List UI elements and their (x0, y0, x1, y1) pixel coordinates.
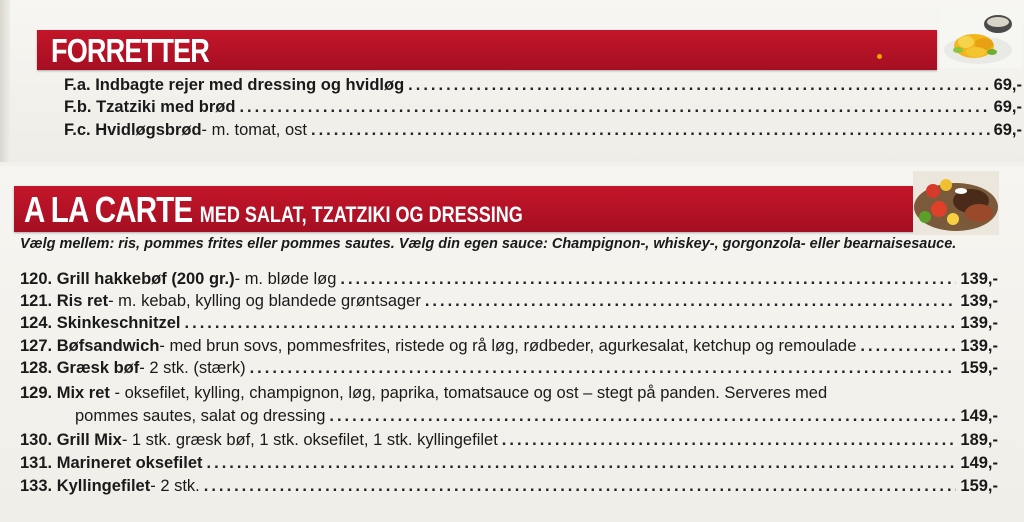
item-name: Marineret oksefilet (56, 454, 203, 472)
item-code: 130. (20, 431, 53, 449)
menu-item-130 (20, 431, 998, 450)
item-name: Bøfsandwich (56, 337, 160, 355)
dot-leader (425, 292, 957, 311)
item-price: 149,- (960, 407, 998, 425)
dot-leader (340, 270, 956, 289)
forretter-banner (37, 30, 937, 70)
item-description: - 2 stk. (stærk) (139, 359, 246, 377)
dot-leader (250, 359, 957, 378)
menu-item-fa (64, 76, 1022, 95)
item-price: 149,- (960, 454, 998, 472)
alacarte-banner (14, 186, 925, 232)
item-price: 139,- (960, 270, 998, 288)
item-name: Tzatziki med brød (96, 98, 236, 116)
alacarte-title (24, 189, 523, 231)
item-code: 133. (20, 477, 53, 495)
menu-item-128 (20, 359, 998, 378)
item-price: 69,- (993, 121, 1022, 139)
menu-item-129-continued (75, 407, 998, 426)
item-price: 139,- (960, 292, 998, 310)
forretter-section (0, 0, 1024, 162)
menu-item-133 (20, 477, 998, 496)
item-name: Grill hakkebøf (200 gr.) (56, 270, 235, 288)
dot-leader (329, 407, 956, 426)
alacarte-title-main: A LA CARTE (24, 189, 193, 230)
item-name: Kyllingefilet (56, 477, 151, 495)
dot-leader (207, 454, 957, 473)
item-price: 159,- (960, 477, 998, 495)
alacarte-subtitle: MED SALAT, TZATZIKI OG DRESSING (199, 202, 523, 227)
item-description: - 1 stk. græsk bøf, 1 stk. oksefilet, 1 stk. kyllingefilet (121, 431, 498, 449)
dot-leader (502, 431, 957, 450)
item-price: 139,- (960, 314, 998, 332)
item-price: 159,- (960, 359, 998, 377)
menu-item-fb (64, 98, 1022, 117)
dot-leader (408, 76, 989, 95)
item-name: Mix ret (56, 384, 110, 402)
menu-item-124 (20, 314, 998, 333)
item-price: 139,- (960, 337, 998, 355)
page-edge-shadow (0, 0, 10, 162)
item-price: 69,- (993, 76, 1022, 94)
item-code: F.c. (64, 121, 91, 139)
menu-item-120 (20, 270, 998, 289)
item-price: 69,- (993, 98, 1022, 116)
item-code: 129. (20, 384, 53, 402)
dot-leader (239, 98, 989, 117)
forretter-title: FORRETTER (51, 32, 209, 69)
item-code: F.b. (64, 98, 92, 116)
item-price: 189,- (960, 431, 998, 449)
menu-item-121 (20, 292, 998, 311)
item-name: Grill Mix (56, 431, 122, 449)
item-code: 131. (20, 454, 53, 472)
item-name: Skinkeschnitzel (56, 314, 181, 332)
alacarte-intro: Vælg mellem: ris, pommes frites eller pommes sautes. Vælg din egen sauce: Champignon-, whiskey-, gorgonzola- eller bearnaisesauce. (20, 236, 957, 252)
item-description: - m. kebab, kylling og blandede grøntsager (108, 292, 421, 310)
item-name: Ris ret (56, 292, 109, 310)
item-code: F.a. (64, 76, 91, 94)
item-description: - 2 stk. (150, 477, 200, 495)
item-description: - oksefilet, kylling, champignon, løg, paprika, tomatsauce og ost – stegt på panden. Serveres med (109, 384, 828, 402)
accent-dot (877, 54, 882, 59)
menu-item-131 (20, 454, 998, 473)
item-description: - med brun sovs, pommesfrites, ristede og rå løg, rødbeder, agurkesalat, ketchup og remoulade (159, 337, 857, 355)
item-description: - m. bløde løg (234, 270, 337, 288)
grilled-meat-platter-photo (913, 171, 999, 235)
item-code: 124. (20, 314, 53, 332)
menu-item-127 (20, 337, 998, 356)
menu-item-129 (20, 384, 827, 403)
shrimp-dish-photo (940, 8, 1022, 68)
dot-leader (860, 337, 956, 356)
item-code: 120. (20, 270, 53, 288)
item-code: 128. (20, 359, 53, 377)
item-description-continued: pommes sautes, salat og dressing (75, 407, 326, 425)
menu-item-fc (64, 121, 1022, 140)
dot-leader (204, 477, 957, 496)
dot-leader (185, 314, 957, 333)
item-name: Indbagte rejer med dressing og hvidløg (95, 76, 405, 94)
item-code: 127. (20, 337, 53, 355)
dot-leader (311, 121, 990, 140)
item-description: - m. tomat, ost (201, 121, 307, 139)
item-code: 121. (20, 292, 53, 310)
item-name: Græsk bøf (56, 359, 140, 377)
item-name: Hvidløgsbrød (95, 121, 202, 139)
